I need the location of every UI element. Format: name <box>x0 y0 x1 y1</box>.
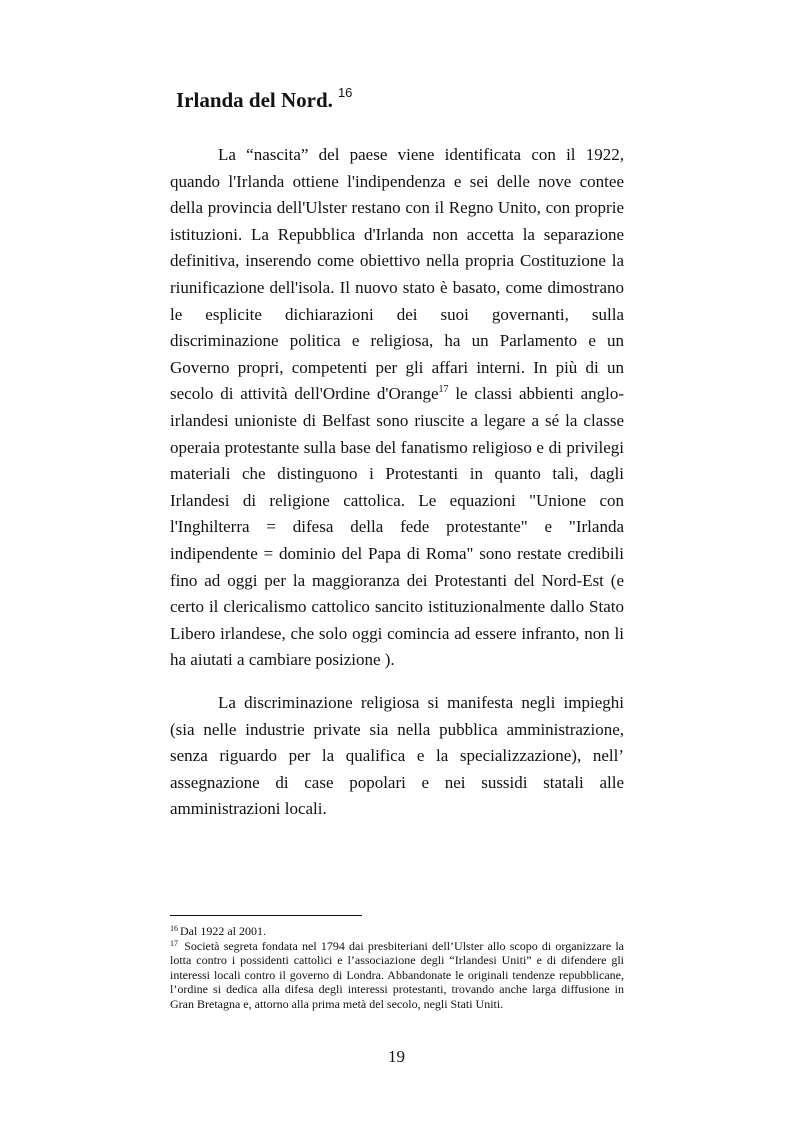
body-paragraph-1 <box>170 142 624 674</box>
paragraph-1-text-a: La “nascita” del paese viene identificata con il 1922, quando l'Irlanda ottiene l'indipendenza e sei delle nove contee della provincia dell'Ulster restano con il Regno Unito, con proprie istituzioni. La Repubblica d'Irlanda non accetta la separazione definitiva, inserendo come obiettivo nella propria Costituzione la riunificazione dell'isola. Il nuovo stato è basato, come dimostrano le esplicite dichiarazioni dei suoi governanti, sulla discriminazione politica e religiosa, ha un Parlamento e un Governo propri, competenti per gli affari interni. In più di un secolo di attività dell'Ordine d'Orange <box>170 145 624 404</box>
footnote-17 <box>170 939 624 1012</box>
paragraph-1-text-b: le classi abbienti anglo-irlandesi unioniste di Belfast sono riuscite a legare a sé la classe operaia protestante sulla base del fanatismo religioso e di privilegi materiali che distinguono i Protestanti in quanto tali, dagli Irlandesi di religione cattolica. Le equazioni "Unione con l'Inghilterra = difesa della fede protestante" e "Irlanda indipendente = dominio del Papa di Roma" sono restate credibili fino ad oggi per la maggioranza dei Protestanti del Nord-Est (e certo il clericalismo cattolico sancito istituzionalmente dallo Stato Libero irlandese, che solo oggi comincia ad essere infranto, non li ha aiutati a cambiare posizione ). <box>170 384 625 670</box>
heading-footnote-ref[interactable]: 16 <box>337 85 353 100</box>
footnote-number: 16 <box>170 924 178 933</box>
footnote-text: Dal 1922 al 2001. <box>180 924 266 938</box>
footnotes <box>170 924 624 1012</box>
footnote-number: 17 <box>170 938 178 948</box>
footnote-separator <box>170 915 362 916</box>
paragraph-2-text: La discriminazione religiosa si manifesta negli impieghi (sia nelle industrie private sia nella pubblica amministrazione, senza riguardo per la qualifica e la specializzazione), nell’ assegnazione di case popolari e nei sussidi statali alle amministrazioni locali. <box>170 693 624 819</box>
section-heading <box>176 85 353 113</box>
footnote-text: Società segreta fondata nel 1794 dai presbiteriani dell’Ulster allo scopo di organizzare la lotta contro i possidenti cattolici e l’associazione degli “Irlandesi Uniti” e di difendere gli interessi locali contro il governo di Londra. Abbandonate le originali tendenze repubblicane, l’ordine si dedica alla difesa degli interessi protestanti, trovando anche larga diffusione in Gran Bretagna e, attorno alla prima metà del secolo, negli Stati Uniti. <box>170 938 624 1011</box>
section-title: Irlanda del Nord. <box>176 88 333 112</box>
page-number: 19 <box>388 1047 405 1066</box>
footnote-16 <box>170 924 624 939</box>
footnote-ref-17[interactable]: 17 <box>438 384 449 396</box>
body-paragraph-2 <box>170 690 624 823</box>
